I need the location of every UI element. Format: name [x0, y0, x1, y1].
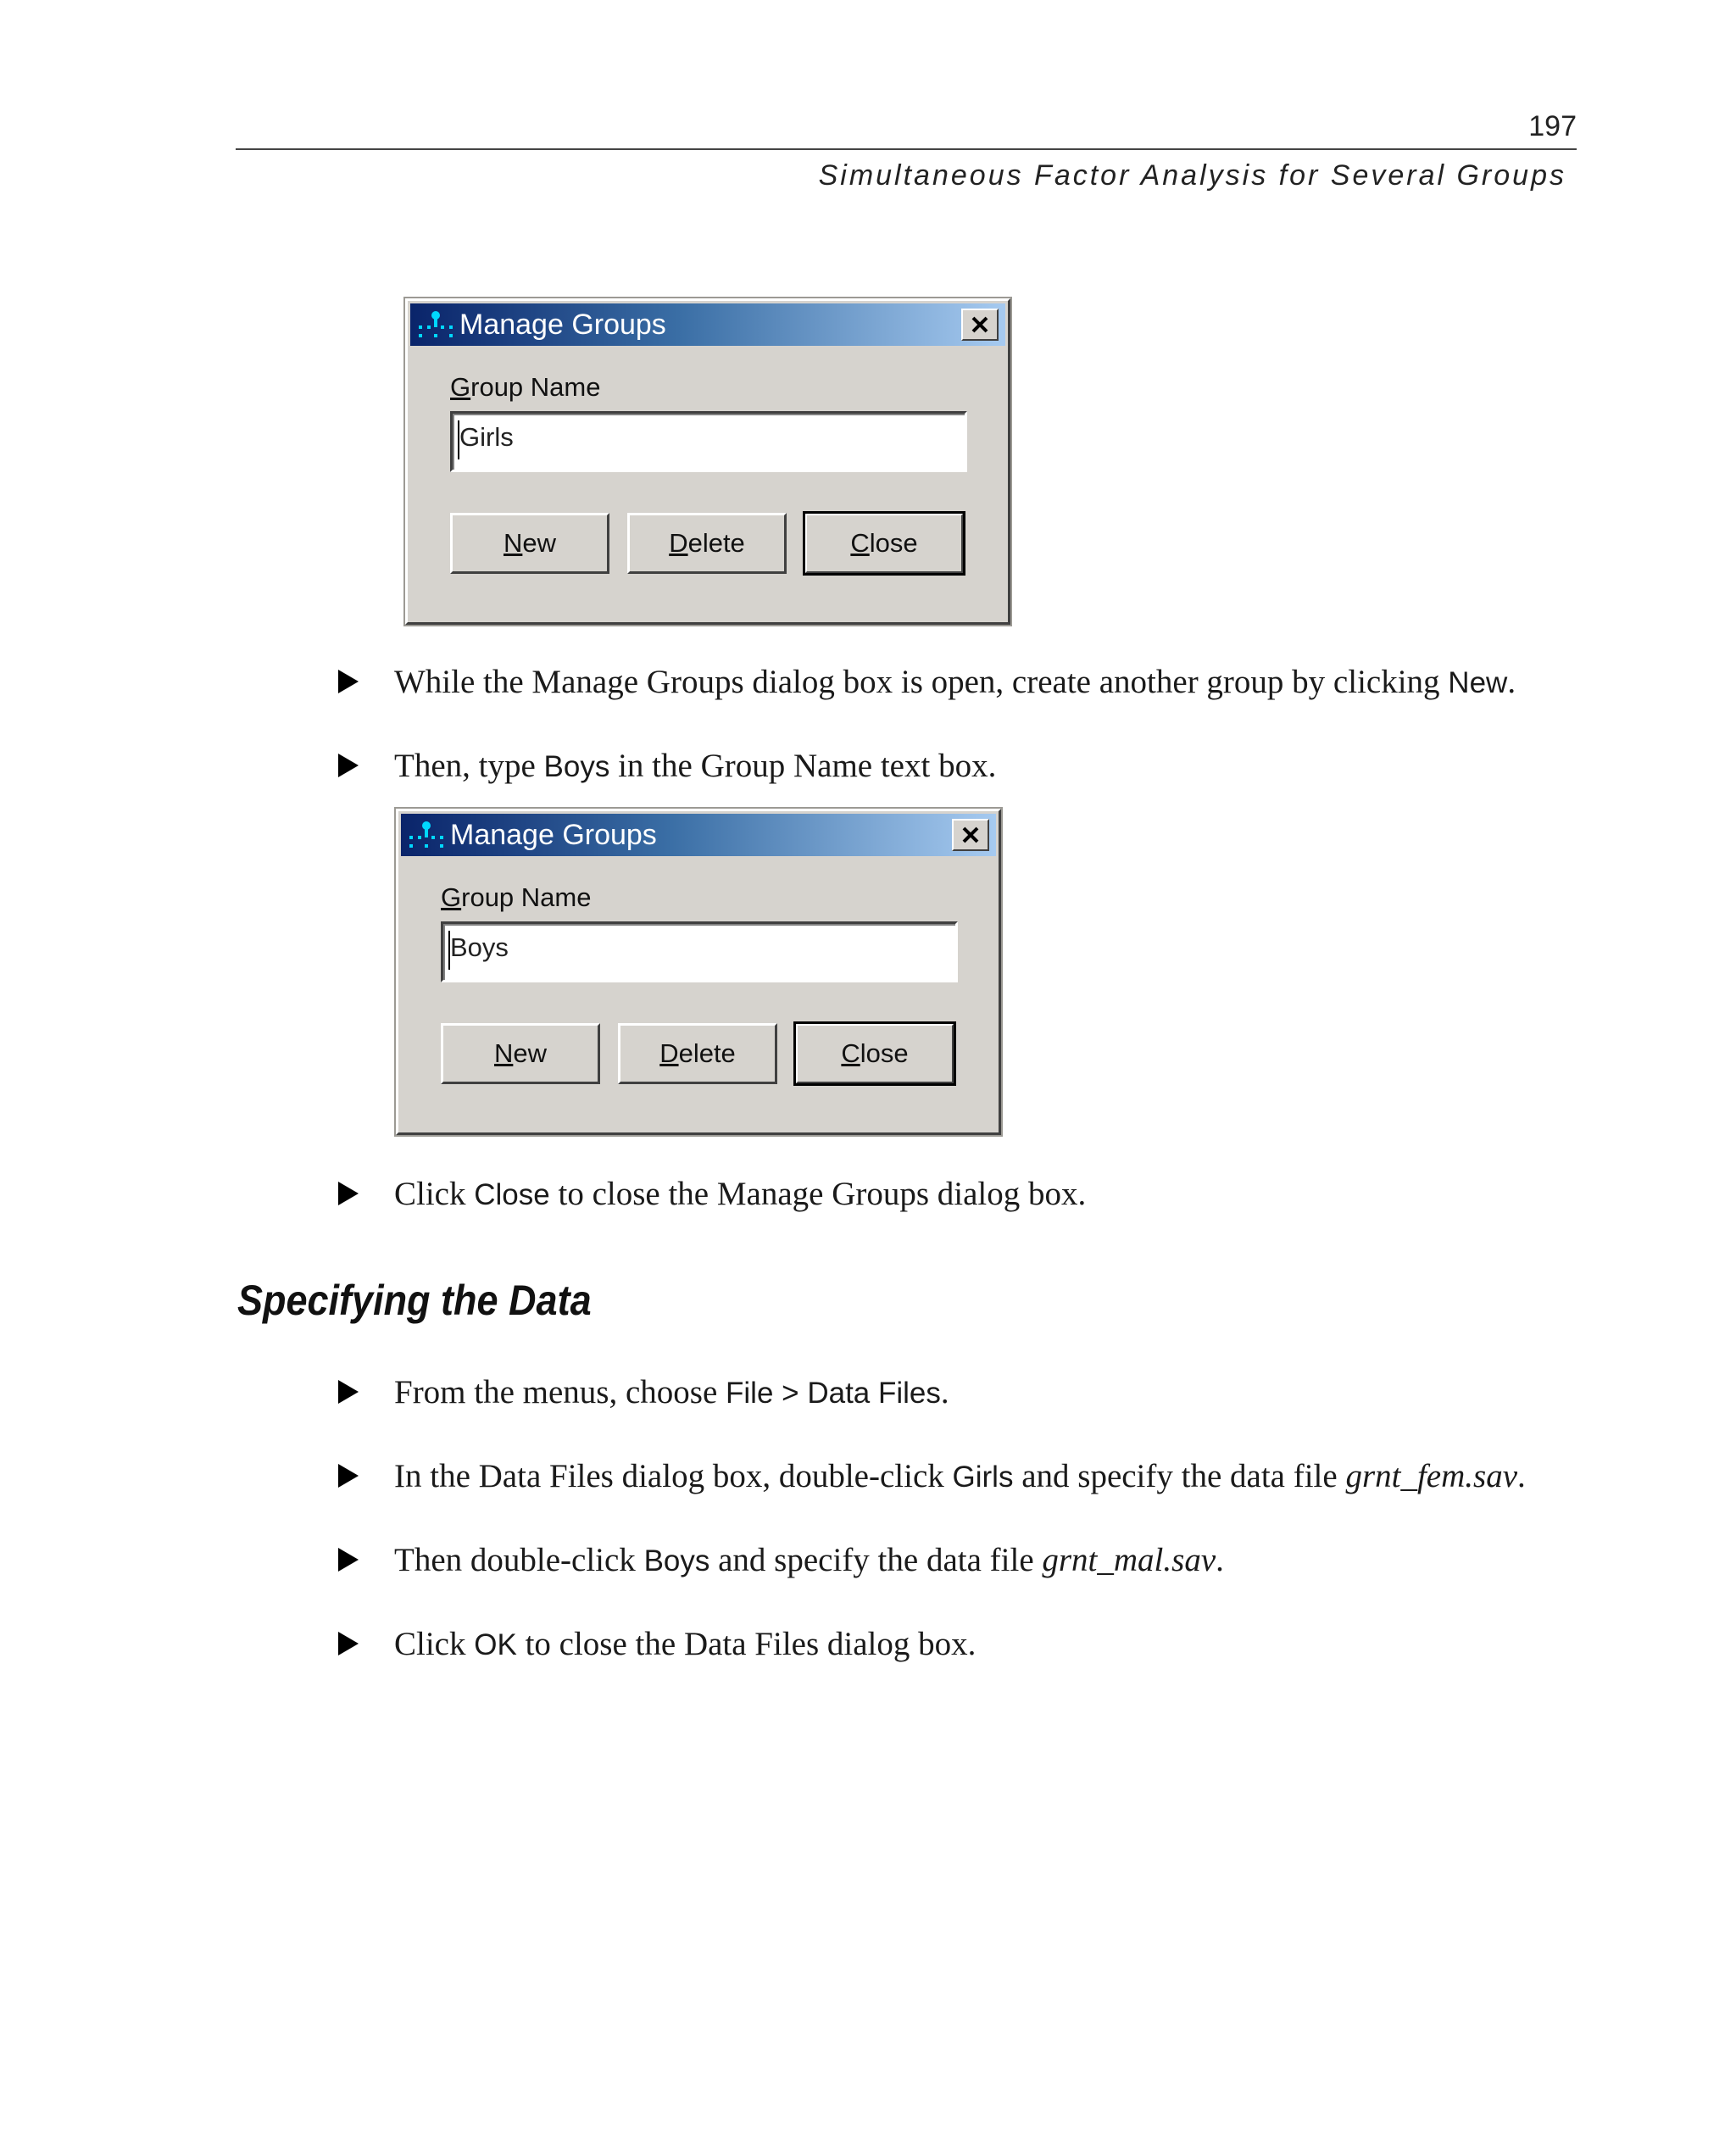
- delete-button[interactable]: [618, 1023, 777, 1084]
- dialog-title: Manage Groups: [450, 819, 657, 851]
- step-7-text: Click OK to close the Data Files dialog box.: [394, 1626, 976, 1662]
- group-name-label: [450, 372, 600, 403]
- close-button[interactable]: [804, 513, 964, 574]
- bullet-arrow-icon: [338, 1464, 359, 1488]
- mnemonic-d: D: [659, 1038, 679, 1068]
- delete-button-label-rest: elete: [678, 1038, 736, 1068]
- group-name-input[interactable]: [441, 921, 958, 982]
- mnemonic-c: C: [850, 528, 870, 558]
- close-button[interactable]: [795, 1023, 954, 1084]
- step-3-text: Click Close to close the Manage Groups dialog box.: [394, 1176, 1087, 1212]
- step-2-text: Then, type Boys in the Group Name text box.: [394, 748, 997, 784]
- step-4-text: From the menus, choose File > Data Files.: [394, 1374, 949, 1410]
- manage-groups-dialog-girls: [405, 298, 1010, 625]
- mnemonic-n: N: [493, 1038, 514, 1068]
- bullet-arrow-icon: [338, 1182, 359, 1205]
- close-button-label-rest: lose: [860, 1038, 909, 1068]
- group-name-label-rest: roup Name: [470, 372, 601, 402]
- section-heading: Specifying the Data: [237, 1277, 592, 1324]
- page-number: 197: [1528, 110, 1577, 142]
- group-name-input[interactable]: [450, 411, 967, 472]
- bullet-arrow-icon: [338, 670, 359, 693]
- step-5-text: In the Data Files dialog box, double-click Girls and specify the data file grnt_fem.sav.: [394, 1458, 1526, 1494]
- mnemonic-c: C: [841, 1038, 860, 1068]
- bullet-arrow-icon: [338, 1380, 359, 1404]
- new-button[interactable]: [441, 1023, 600, 1084]
- header-divider: [236, 148, 1577, 150]
- close-icon[interactable]: [952, 819, 989, 851]
- group-name-value: Boys: [450, 932, 509, 962]
- bullet-arrow-icon: [338, 1632, 359, 1655]
- group-name-value: Girls: [459, 422, 514, 452]
- step-6-text: Then double-click Boys and specify the data file grnt_mal.sav.: [394, 1542, 1224, 1578]
- mnemonic-d: D: [669, 528, 688, 558]
- app-groups-icon: [408, 821, 445, 851]
- dialog-titlebar[interactable]: [410, 303, 1005, 346]
- delete-button[interactable]: [627, 513, 787, 574]
- group-name-label: [441, 882, 591, 913]
- new-button-label-rest: ew: [522, 528, 557, 558]
- delete-button-label-rest: elete: [687, 528, 745, 558]
- step-1-text: While the Manage Groups dialog box is open, create another group by clicking New.: [394, 664, 1516, 700]
- new-button[interactable]: [450, 513, 609, 574]
- running-title: Simultaneous Factor Analysis for Several Groups: [818, 159, 1566, 192]
- group-name-label-rest: roup Name: [461, 882, 592, 912]
- mnemonic-n: N: [503, 528, 523, 558]
- dialog-titlebar[interactable]: [401, 814, 996, 856]
- app-groups-icon: [417, 310, 454, 341]
- bullet-arrow-icon: [338, 754, 359, 777]
- manage-groups-dialog-boys: [396, 809, 1001, 1135]
- mnemonic-g: G: [450, 372, 471, 402]
- bullet-arrow-icon: [338, 1548, 359, 1572]
- close-button-label-rest: lose: [869, 528, 918, 558]
- mnemonic-g: G: [441, 882, 462, 912]
- close-icon[interactable]: [961, 309, 999, 341]
- dialog-title: Manage Groups: [459, 309, 666, 341]
- new-button-label-rest: ew: [513, 1038, 548, 1068]
